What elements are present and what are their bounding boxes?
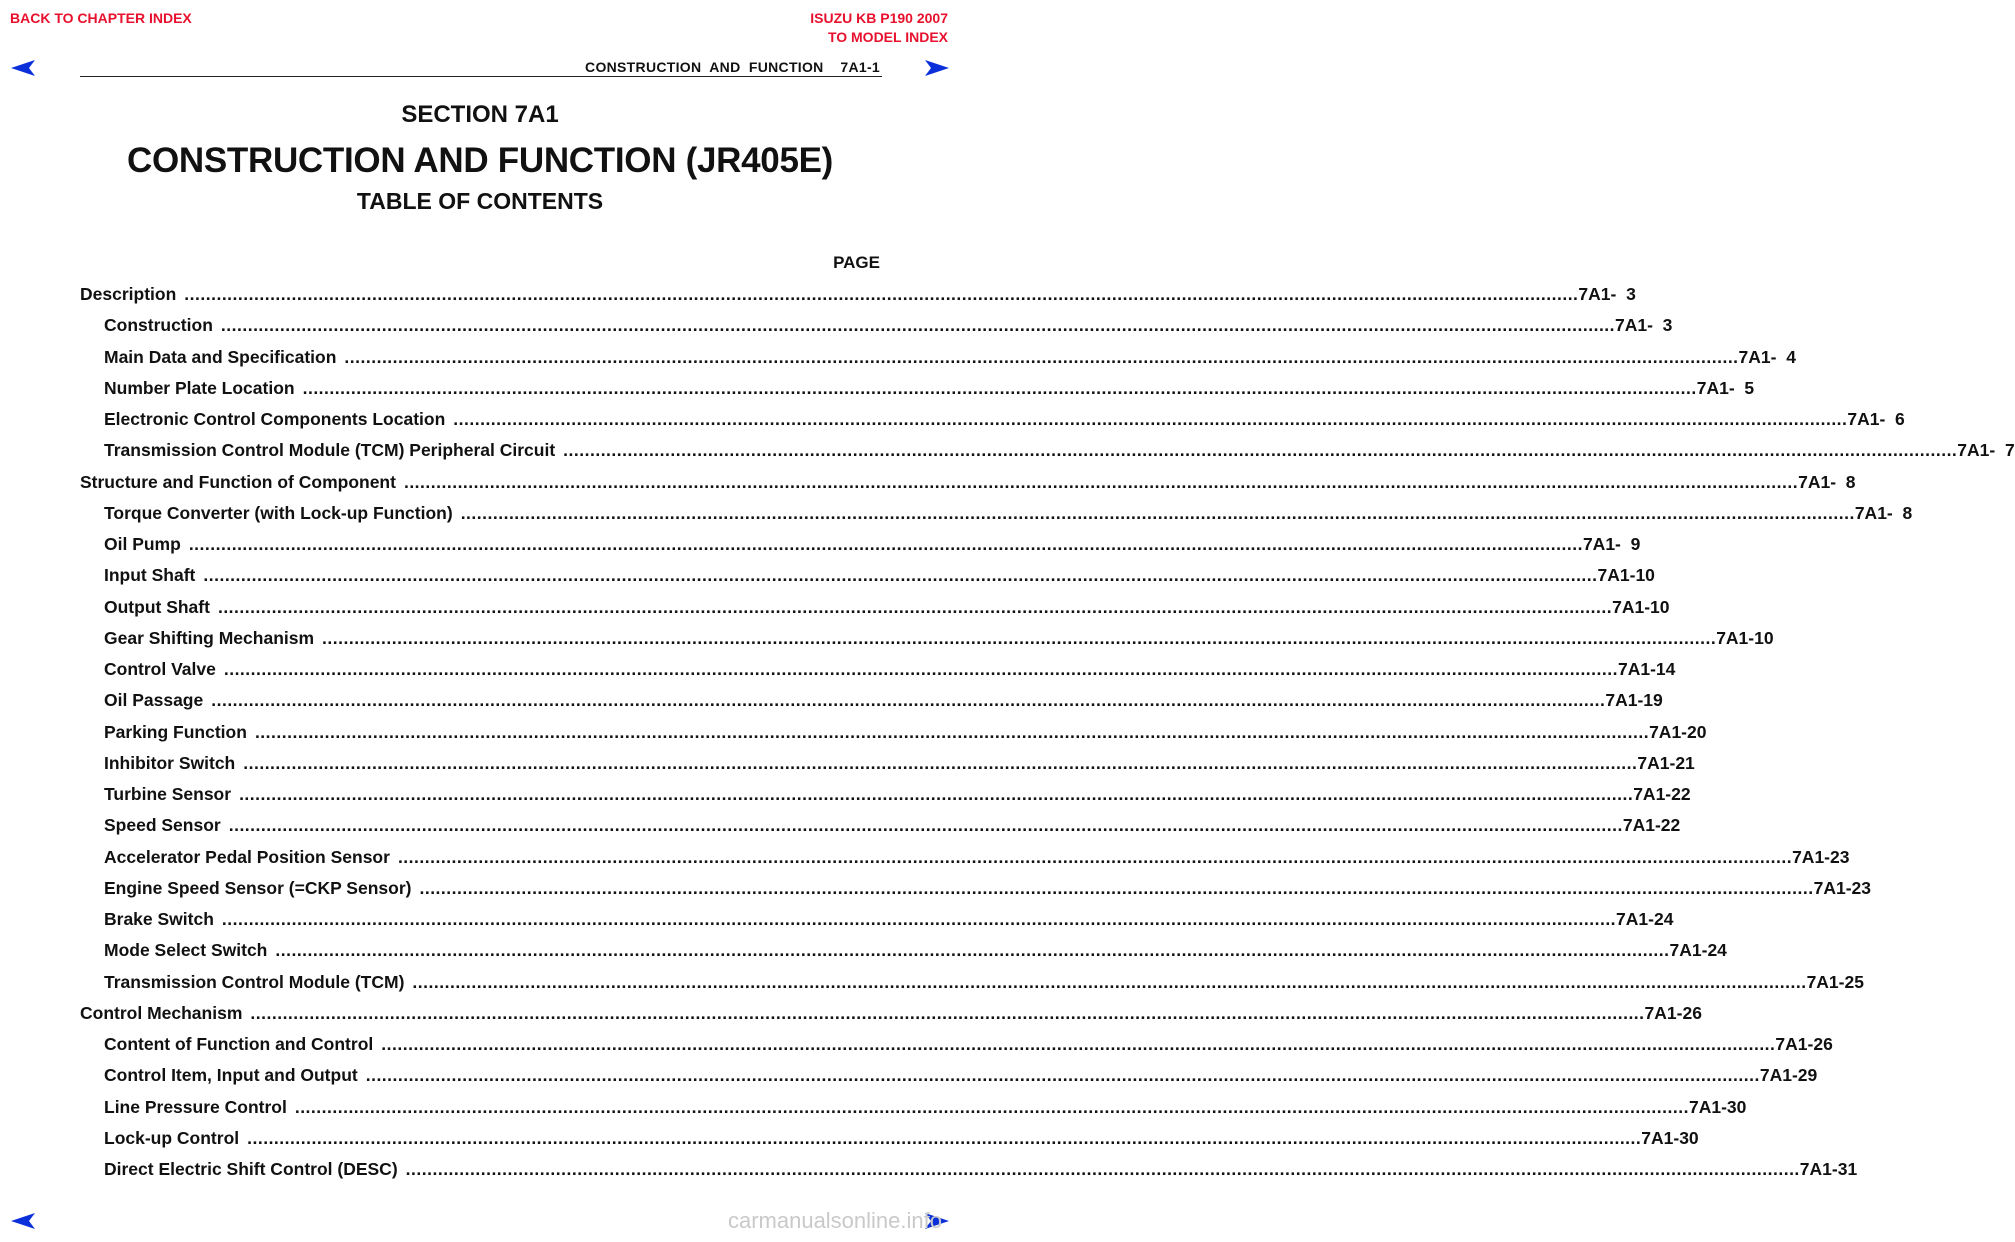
toc-entry-title: Direct Electric Shift Control (DESC) xyxy=(104,1159,398,1179)
toc-entry-page: 7A1- 8 xyxy=(1854,502,1913,523)
toc-entry-page: 7A1-22 xyxy=(1622,815,1681,836)
toc-entry[interactable] xyxy=(80,1060,1818,1091)
toc-entry[interactable] xyxy=(80,654,1676,685)
toc-entry-title: Construction xyxy=(104,315,213,336)
toc-entry-title: Oil Pump xyxy=(104,534,181,554)
toc-entry-title: Oil Passage xyxy=(104,690,204,711)
toc-entry-title: Main Data and Specification xyxy=(104,346,337,367)
toc-entry-title: Accelerator Pedal Position Sensor xyxy=(104,846,390,867)
toc-leader-dots: .................................................................................................................................................................................................................................................................... xyxy=(211,690,1606,711)
toc-entry-page: 7A1-23 xyxy=(1792,846,1850,867)
toc-leader-dots: .................................................................................................................................................................................................................................................................... xyxy=(254,721,1650,742)
toc-entry-title: Engine Speed Sensor (=CKP Sensor) xyxy=(104,877,412,898)
toc-leader-dots: .................................................................................................................................................................................................................................................................... xyxy=(397,846,1793,867)
toc-entry-page: 7A1-10 xyxy=(1597,565,1655,586)
toc-entry-title: Inhibitor Switch xyxy=(104,752,236,773)
toc-leader-dots: .................................................................................................................................................................................................................................................................... xyxy=(221,909,1617,929)
toc-entry[interactable] xyxy=(80,873,1872,904)
toc-entry[interactable] xyxy=(80,560,1655,591)
toc-leader-dots: .................................................................................................................................................................................................................................................................... xyxy=(217,596,1613,617)
back-to-chapter-index-link[interactable]: BACK TO CHAPTER INDEX xyxy=(10,10,192,26)
toc-entry-page: 7A1- 3 xyxy=(1615,315,1673,336)
toc-leader-dots: .................................................................................................................................................................................................................................................................... xyxy=(412,971,1807,992)
toc-entry-page: 7A1-22 xyxy=(1633,784,1691,804)
toc-entry-title: Gear Shifting Mechanism xyxy=(104,627,315,648)
toc-entry-title: Transmission Control Module (TCM) xyxy=(104,971,405,992)
toc-entry-title: Output Shaft xyxy=(104,596,210,617)
toc-entry-title: Input Shaft xyxy=(104,565,196,586)
toc-leader-dots: .................................................................................................................................................................................................................................................................... xyxy=(365,1065,1760,1086)
toc-entry-title: Mode Select Switch xyxy=(104,940,268,961)
toc-entry-title: Lock-up Control xyxy=(104,1127,240,1148)
toc-leader-dots: .................................................................................................................................................................................................................................................................... xyxy=(419,877,1814,898)
running-header: CONSTRUCTION AND FUNCTION 7A1-1 xyxy=(585,59,880,75)
toc-entry-page: 7A1- 4 xyxy=(1738,346,1796,367)
left-arrow-icon xyxy=(10,59,36,77)
toc-entry[interactable] xyxy=(80,498,1913,529)
table-of-contents xyxy=(80,279,2015,1185)
toc-entry-page: 7A1- 7 xyxy=(1957,440,2015,461)
header-rule xyxy=(80,76,882,77)
toc-entry-title: Torque Converter (with Lock-up Function) xyxy=(104,502,453,523)
toc-entry-title: Parking Function xyxy=(104,721,247,742)
toc-leader-dots: .................................................................................................................................................................................................................................................................... xyxy=(563,440,1958,461)
toc-entry[interactable] xyxy=(80,685,1663,716)
toc-entry-page: 7A1-29 xyxy=(1759,1065,1818,1086)
toc-leader-dots: .................................................................................................................................................................................................................................................................... xyxy=(243,752,1638,773)
toc-entry-page: 7A1-20 xyxy=(1649,721,1707,742)
toc-entry-page: 7A1-19 xyxy=(1605,690,1663,711)
watermark: carmanualsonline.info xyxy=(727,1208,942,1233)
toc-entry[interactable] xyxy=(80,435,2015,466)
toc-entry-page: 7A1- 3 xyxy=(1578,284,1636,304)
toc-leader-dots: .................................................................................................................................................................................................................................................................... xyxy=(344,346,1739,367)
toc-entry-page: 7A1-24 xyxy=(1669,940,1727,961)
toc-leader-dots: .................................................................................................................................................................................................................................................................... xyxy=(460,502,1855,523)
toc-leader-dots: .................................................................................................................................................................................................................................................................... xyxy=(302,377,1697,398)
toc-leader-dots: .................................................................................................................................................................................................................................................................... xyxy=(405,1159,1800,1179)
toc-entry[interactable] xyxy=(80,779,1691,810)
toc-leader-dots: .................................................................................................................................................................................................................................................................... xyxy=(223,659,1618,679)
toc-entry[interactable] xyxy=(80,810,1681,841)
toc-entry-page: 7A1-10 xyxy=(1612,596,1670,617)
toc-entry-page: 7A1-30 xyxy=(1641,1127,1699,1148)
toc-entry-page: 7A1- 9 xyxy=(1582,534,1641,554)
toc-entry[interactable] xyxy=(80,529,1641,560)
toc-leader-dots: .................................................................................................................................................................................................................................................................... xyxy=(322,627,1717,648)
toc-entry[interactable] xyxy=(80,842,1850,873)
toc-entry[interactable] xyxy=(80,904,1674,935)
toc-entry[interactable] xyxy=(80,1029,1833,1060)
toc-entry-title: Control Valve xyxy=(104,659,216,679)
toc-entry-page: 7A1-23 xyxy=(1813,877,1872,898)
toc-entry-title: Description xyxy=(80,284,177,304)
page-title: CONSTRUCTION AND FUNCTION (JR405E) xyxy=(126,141,834,180)
toc-entry[interactable] xyxy=(80,1123,1699,1154)
toc-entry[interactable] xyxy=(80,404,1905,435)
toc-entry-title: Line Pressure Control xyxy=(104,1096,287,1117)
toc-entry[interactable] xyxy=(80,623,1774,654)
toc-heading: TABLE OF CONTENTS xyxy=(356,188,604,214)
model-title: ISUZU KB P190 2007 xyxy=(810,10,948,26)
prev-page-top-button[interactable] xyxy=(10,59,36,77)
toc-entry[interactable] xyxy=(80,342,1796,373)
toc-entry-page: 7A1-26 xyxy=(1644,1002,1702,1023)
toc-leader-dots: .................................................................................................................................................................................................................................................................... xyxy=(403,471,1799,492)
toc-entry-title: Number Plate Location xyxy=(104,377,295,398)
toc-entry-title: Content of Function and Control xyxy=(104,1034,374,1054)
toc-entry[interactable] xyxy=(80,1154,1858,1185)
to-model-index-link[interactable]: TO MODEL INDEX xyxy=(827,29,948,45)
toc-entry-title: Speed Sensor xyxy=(104,815,221,836)
toc-entry-page: 7A1-10 xyxy=(1716,627,1774,648)
toc-entry-title: Electronic Control Components Location xyxy=(104,409,446,429)
toc-entry[interactable] xyxy=(80,467,1856,498)
next-page-top-button[interactable] xyxy=(924,59,950,77)
toc-entry[interactable] xyxy=(80,1092,1747,1123)
toc-leader-dots: .................................................................................................................................................................................................................................................................... xyxy=(294,1096,1689,1117)
toc-entry[interactable] xyxy=(80,967,1864,998)
toc-entry[interactable] xyxy=(80,310,1673,341)
toc-entry-page: 7A1-14 xyxy=(1617,659,1676,679)
toc-entry[interactable] xyxy=(80,373,1755,404)
toc-leader-dots: .................................................................................................................................................................................................................................................................... xyxy=(250,1002,1645,1023)
toc-leader-dots: .................................................................................................................................................................................................................................................................... xyxy=(239,784,1634,804)
toc-leader-dots: .................................................................................................................................................................................................................................................................... xyxy=(184,284,1579,304)
toc-leader-dots: .................................................................................................................................................................................................................................................................... xyxy=(188,534,1583,554)
toc-entry-title: Brake Switch xyxy=(104,909,214,929)
toc-entry-page: 7A1- 6 xyxy=(1847,409,1905,429)
prev-page-bottom-button[interactable] xyxy=(10,1212,36,1230)
toc-entry-title: Turbine Sensor xyxy=(104,784,232,804)
toc-entry[interactable] xyxy=(80,592,1670,623)
toc-entry-title: Control Mechanism xyxy=(80,1002,243,1023)
toc-entry-title: Control Item, Input and Output xyxy=(104,1065,358,1086)
left-arrow-icon xyxy=(10,1212,36,1230)
toc-leader-dots: .................................................................................................................................................................................................................................................................... xyxy=(220,315,1616,336)
section-title: SECTION 7A1 xyxy=(401,101,559,128)
toc-entry[interactable] xyxy=(80,279,1636,310)
toc-entry-page: 7A1- 5 xyxy=(1696,377,1755,398)
toc-entry-page: 7A1-24 xyxy=(1616,909,1674,929)
toc-leader-dots: .................................................................................................................................................................................................................................................................... xyxy=(275,940,1670,961)
toc-entry-page: 7A1-31 xyxy=(1799,1159,1858,1179)
toc-entry[interactable] xyxy=(80,935,1727,966)
toc-entry[interactable] xyxy=(80,748,1695,779)
page-column-label: PAGE xyxy=(833,253,880,272)
toc-entry[interactable] xyxy=(80,998,1702,1029)
toc-entry-page: 7A1-25 xyxy=(1806,971,1864,992)
toc-entry-page: 7A1-30 xyxy=(1688,1096,1747,1117)
toc-entry-page: 7A1-26 xyxy=(1775,1034,1833,1054)
toc-leader-dots: .................................................................................................................................................................................................................................................................... xyxy=(247,1127,1642,1148)
toc-leader-dots: .................................................................................................................................................................................................................................................................... xyxy=(453,409,1848,429)
toc-entry-page: 7A1- 8 xyxy=(1798,471,1856,492)
toc-entry[interactable] xyxy=(80,717,1707,748)
toc-entry-title: Transmission Control Module (TCM) Peripheral Circuit xyxy=(104,440,556,461)
toc-leader-dots: .................................................................................................................................................................................................................................................................... xyxy=(381,1034,1776,1054)
toc-entry-title: Structure and Function of Component xyxy=(80,471,396,492)
toc-leader-dots: .................................................................................................................................................................................................................................................................... xyxy=(203,565,1598,586)
toc-entry-page: 7A1-21 xyxy=(1637,752,1695,773)
right-arrow-icon xyxy=(924,59,950,77)
toc-leader-dots: .................................................................................................................................................................................................................................................................... xyxy=(228,815,1623,836)
